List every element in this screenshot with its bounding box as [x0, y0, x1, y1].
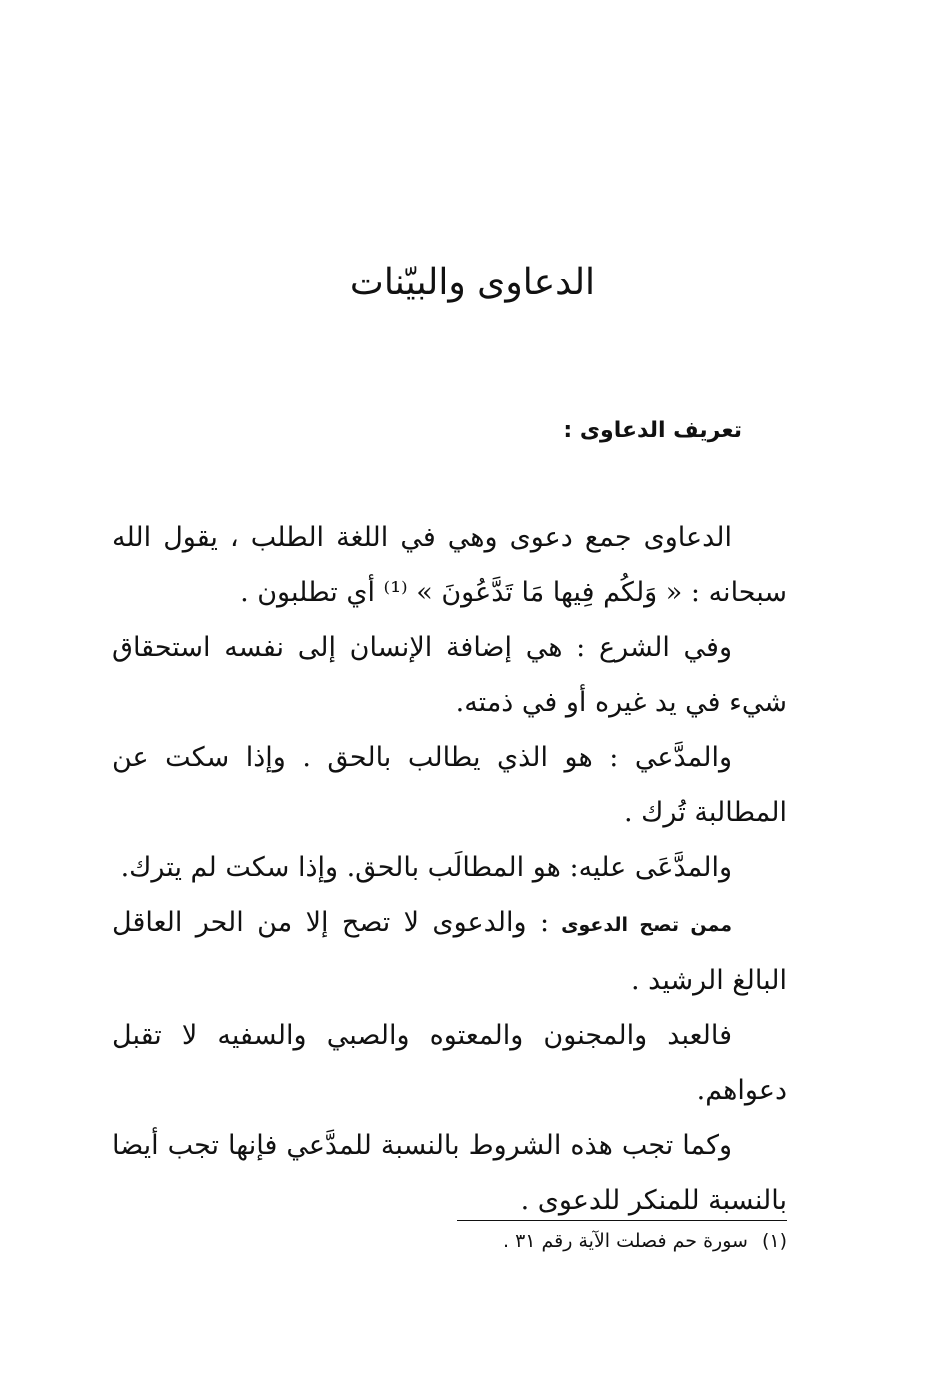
- footnote-number: (١): [761, 1230, 787, 1252]
- paragraph-who-may-claim: [112, 895, 787, 1008]
- section-heading: تعريف الدعاوى :: [563, 418, 742, 443]
- paragraph-claimant: والمدَّعي : هو الذي يطالب بالحق . وإذا سكت عن المطالبة تُرك .: [112, 742, 787, 828]
- chapter-title: الدعاوى والبيّنات: [349, 262, 596, 303]
- footnote-divider: [457, 1220, 787, 1221]
- footnote: [503, 1230, 787, 1252]
- paragraph-conditions: وكما تجب هذه الشروط بالنسبة للمدَّعي فإنها تجب أيضا بالنسبة للمنكر للدعوى .: [112, 1130, 787, 1216]
- inline-heading-text: : والدعوى لا تصح إلا من الحر العاقل البالغ الرشيد .: [112, 907, 787, 996]
- paragraph-defendant: والمدَّعَى عليه: هو المطالَب بالحق. وإذا سكت لم يترك.: [120, 852, 732, 883]
- paragraph-definition-sharia: وفي الشرع : هي إضافة الإنسان إلى نفسه استحقاق شيء في يد غيره أو في ذمته.: [112, 632, 787, 718]
- body-text: [112, 510, 787, 1228]
- paragraph-definition-language: الدعاوى جمع دعوى وهي في اللغة الطلب ، يقول الله سبحانه : « وَلكُم فِيها مَا تَدَّعُونَ » ⁽¹⁾ أي تطلبون .: [112, 522, 787, 608]
- paragraph-excluded: فالعبد والمجنون والمعتوه والصبي والسفيه لا تقبل دعواهم.: [112, 1020, 787, 1106]
- inline-heading: ممن تصح الدعوى: [561, 914, 732, 936]
- footnote-text: سورة حم فصلت الآية رقم ٣١ .: [502, 1230, 748, 1252]
